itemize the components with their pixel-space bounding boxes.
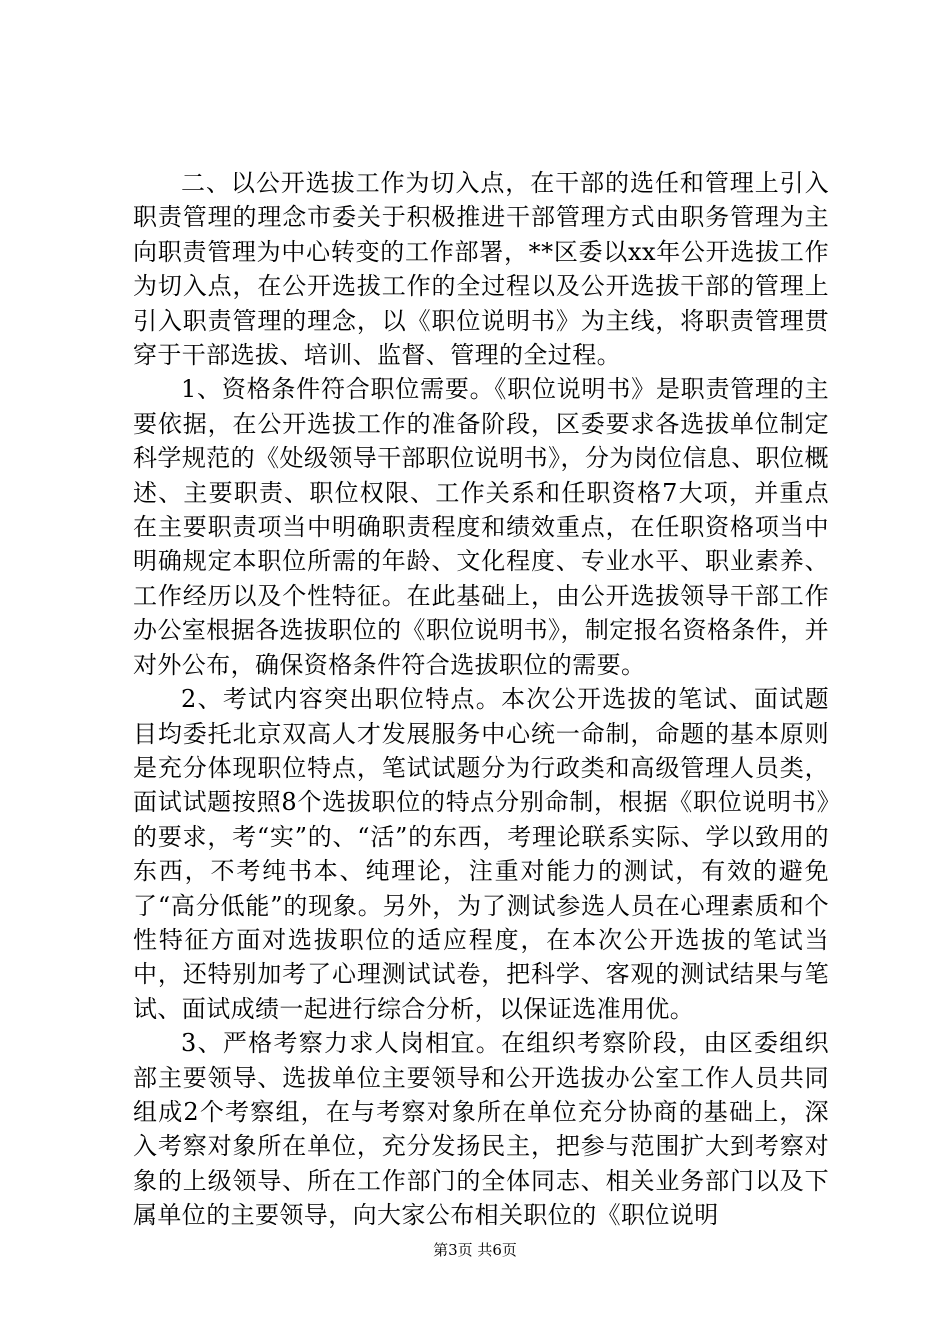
paragraph-item-1: 1、资格条件符合职位需要。《职位说明书》是职责管理的主要依据，在公开选拔工作的准备阶段，区委要求各选拔单位制定科学规范的《处级领导干部职位说明书》，分为岗位信息、职位概述、主要职责、职位权限、工作关系和任职资格7大项，并重点在主要职责项当中明确职责程度和绩效重点，在任职资格项当中明确规定本职位所需的年龄、文化程度、专业水平、职业素养、工作经历以及个性特征。在此基础上，由公开选拔领导干部工作办公室根据各选拔职位的《职位说明书》，制定报名资格条件，并对外公布，确保资格条件符合选拔职位的需要。 [133, 375, 829, 679]
document-body [133, 166, 829, 1233]
paragraph-item-2: 2、考试内容突出职位特点。本次公开选拔的笔试、面试题目均委托北京双高人才发展服务中心统一命制，命题的基本原则是充分体现职位特点，笔试试题分为行政类和高级管理人员类，面试试题按照8个选拔职位的特点分别命制，根据《职位说明书》的要求，考“实”的、“活”的东西，考理论联系实际、学以致用的东西，不考纯书本、纯理论，注重对能力的测试，有效的避免了“高分低能”的现象。另外，为了测试参选人员在心理素质和个性特征方面对选拔职位的适应程度，在本次公开选拔的笔试当中，还特别加考了心理测试试卷，把科学、客观的测试结果与笔试、面试成绩一起进行综合分析，以保证选准用优。 [133, 685, 829, 1023]
paragraph-section-two: 二、以公开选拔工作为切入点，在干部的选任和管理上引入职责管理的理念市委关于积极推进干部管理方式由职务管理为主向职责管理为中心转变的工作部署，**区委以xx年公开选拔工作为切入点，在公开选拔工作的全过程以及公开选拔干部的管理上引入职责管理的理念，以《职位说明书》为主线，将职责管理贯穿于干部选拔、培训、监督、管理的全过程。 [133, 169, 829, 370]
paragraph-item-3: 3、严格考察力求人岗相宜。在组织考察阶段，由区委组织部主要领导、选拔单位主要领导和公开选拔办公室工作人员共同组成2个考察组，在与考察对象所在单位充分协商的基础上，深入考察对象所在单位，充分发扬民主，把参与范围扩大到考察对象的上级领导、所在工作部门的全体同志、相关业务部门以及下属单位的主要领导，向大家公布相关职位的《职位说明 [133, 1029, 829, 1230]
page-footer [0, 1240, 950, 1260]
page-number: 第3页 共6页 [433, 1241, 517, 1259]
